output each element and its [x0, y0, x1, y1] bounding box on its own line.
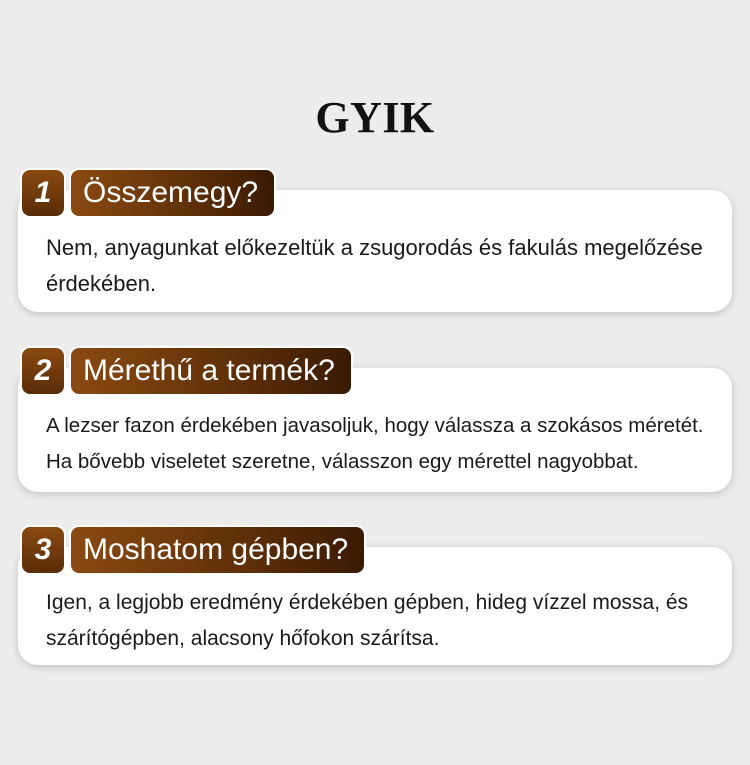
- faq-answer: A lezser fazon érdekében javasoljuk, hogy válassza a szokásos méretét. Ha bővebb viseletet szeretne, válasszon egy mérettel nagyobbat.: [46, 414, 704, 473]
- faq-header: [20, 346, 353, 392]
- faq-number-badge: 2: [20, 346, 66, 396]
- page-title: GYIK: [315, 93, 435, 142]
- faq-answer: Nem, anyagunkat előkezeltük a zsugorodás és fakulás megelőzése érdekében.: [46, 235, 703, 296]
- faq-question: Moshatom gépben?: [69, 525, 366, 575]
- faq-header: [20, 168, 276, 214]
- faq-question: Mérethű a termék?: [69, 346, 353, 396]
- faq-answer: Igen, a legjobb eredmény érdekében gépben, hideg vízzel mossa, és szárítógépben, alacsony hőfokon szárítsa.: [46, 591, 689, 650]
- faq-question: Összemegy?: [69, 168, 276, 218]
- faq-header: [20, 525, 366, 571]
- faq-number-badge: 3: [20, 525, 66, 575]
- faq-number-badge: 1: [20, 168, 66, 218]
